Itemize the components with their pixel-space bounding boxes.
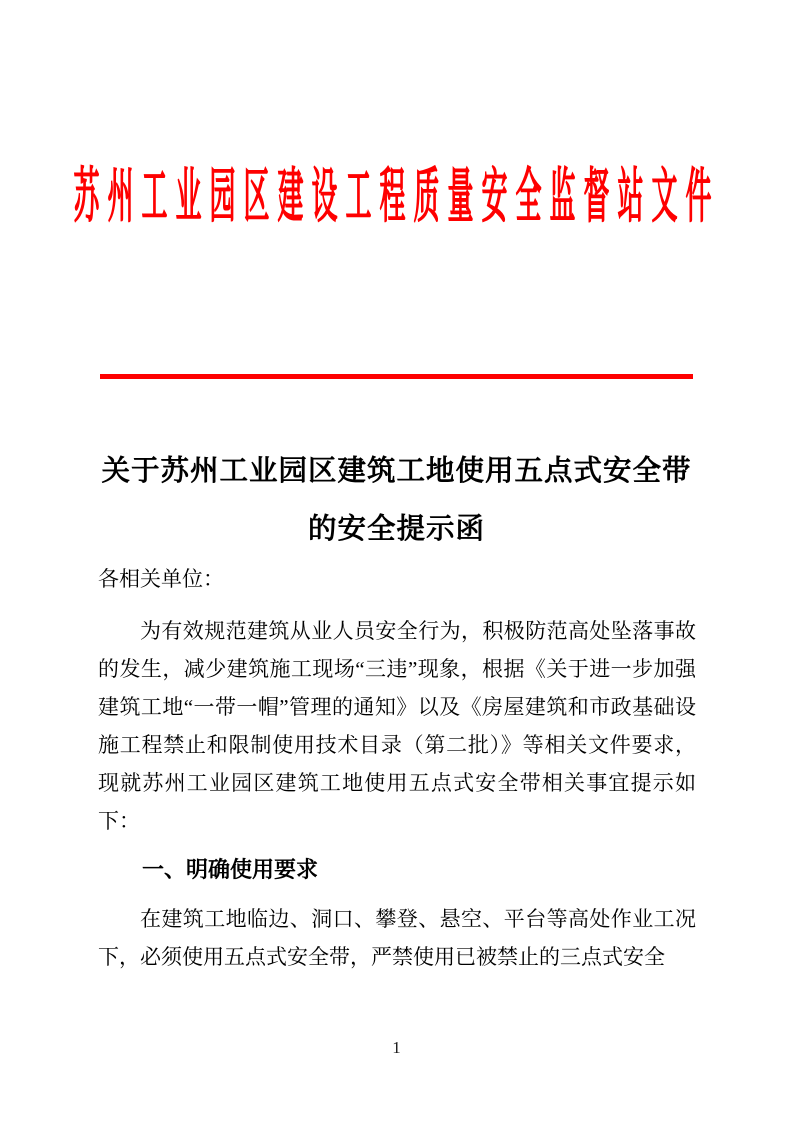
document-title-line-2: 的安全提示函: [307, 514, 485, 545]
red-divider-rule: [100, 374, 693, 379]
document-title-line-1: 关于苏州工业园区建筑工地使用五点式安全带: [101, 456, 692, 487]
document-body: [98, 560, 696, 976]
section-1-heading: 一、明确使用要求: [142, 857, 319, 882]
section-1-paragraph: 在建筑工地临边、洞口、攀登、悬空、平台等高处作业工况下，必须使用五点式安全带，严禁使用已被禁止的三点式安全: [98, 907, 696, 969]
salutation: 各相关单位：: [98, 567, 224, 591]
letterhead-title: 苏州工业园区建设工程质量安全监督站文件: [73, 163, 720, 231]
page-number: 1: [392, 1038, 401, 1057]
intro-paragraph: 为有效规范建筑从业人员安全行为，积极防范高处坠落事故的发生，减少建筑施工现场“三违”现象，根据《关于进一步加强建筑工地“一带一帽”管理的通知》以及《房屋建筑和市政基础设施工程禁止和限制使用技术目录（第二批）》等相关文件要求，现就苏州工业园区建筑工地使用五点式安全带相关事宜提示如下：: [98, 619, 696, 833]
document-title: [0, 443, 793, 559]
